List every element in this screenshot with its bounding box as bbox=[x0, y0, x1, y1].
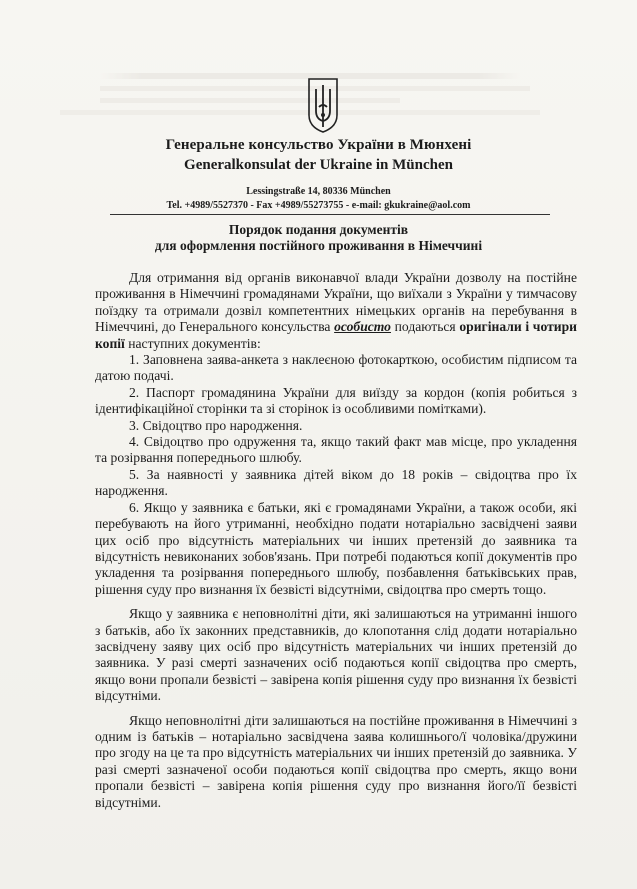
list-item: 3. Свідоцтво про народження. bbox=[129, 417, 303, 433]
intro-paragraph: Для отримання від органів виконавчої влади України дозволу на постійне проживання в Німеччині громадянами України, що виїхали з України у тимчасову поїздку та отримали дозвіл компетентних німецьких органів на перебування в Німеччині, до Генерального консульства особисто подаються оригінали і чотири копії наступних документів: bbox=[95, 270, 577, 351]
consulate-name-german: Generalkonsulat der Ukraine in München bbox=[184, 157, 453, 173]
list-item: 6. Якщо у заявника є батьки, які є громадянами України, а також особи, які перебувають на його утриманні, необхідно подати нотаріально засвідчені заяви цих осіб про відсутність матеріальних чи інших претензій до заявника та відсутність невиконаних зобов'язань. При потребі подаються копії документів про укладення та розірвання попереднього шлюбу, позбавлення батьківських прав, рішення суду про визнання їх безвісті відсутніми, свідоцтва про смерть тощо. bbox=[95, 499, 577, 597]
emphasis-personally: особисто bbox=[334, 319, 391, 335]
list-item: 4. Свідоцтво про одруження та, якщо такий факт мав місце, про укладення та розірвання попереднього шлюбу. bbox=[95, 434, 577, 466]
header-divider bbox=[110, 214, 550, 215]
list-item: 2. Паспорт громадянина України для виїзду за кордон (копія робиться з ідентифікаційної сторінки та зі сторінок із особливими помітками). bbox=[95, 384, 577, 417]
emphasis-originals: оригінали і чотири копії bbox=[95, 319, 577, 351]
consulate-contacts: Tel. +4989/5527370 - Fax +4989/55273755 - e-mail: gkukraine@aol.com bbox=[166, 200, 471, 211]
consulate-address: Lessingstraße 14, 80336 München bbox=[246, 186, 391, 197]
trident-coat-of-arms-icon bbox=[307, 77, 339, 133]
list-item: 1. Заповнена заява-анкета з наклеєною фотокарткою, особистим підписом та датою подачі. bbox=[95, 352, 577, 384]
body-paragraph: Якщо у заявника є неповнолітні діти, які залишаються на утриманні іншого з батьків, або їх законних представників, до клопотання слід додати нотаріально засвідчену заяву цих осіб про відсутність матеріальних чи інших претензій до заявника. У разі смерті зазначених осіб подаються копії свідоцтва про смерть, якщо вони пропали безвісті – завірена копія рішення суду про визнання їх безвісті відсутніми. bbox=[95, 606, 577, 704]
document-title: Порядок подання документів bbox=[228, 222, 409, 237]
body-paragraph: Якщо неповнолітні діти залишаються на постійне проживання в Німеччині з одним із батьків – нотаріально засвідчена заява колишнього/ї чоловіка/дружини про згоду на це та про відсутність матеріальних чи інших претензій до заявника. У разі смерті зазначеної особи подаються копії свідоцтва про смерть, якщо вони пропали безвісті – завірена копія рішення суду про визнання його/її безвісті відсутніми. bbox=[95, 712, 577, 810]
consulate-name-ukrainian: Генеральне консульство України в Мюнхені bbox=[165, 137, 472, 153]
list-item: 5. За наявності у заявника дітей віком до 18 років – свідоцтва про їх народження. bbox=[95, 466, 577, 499]
document-body bbox=[95, 270, 577, 811]
document-subtitle: для оформлення постійного проживання в Німеччині bbox=[154, 238, 483, 253]
